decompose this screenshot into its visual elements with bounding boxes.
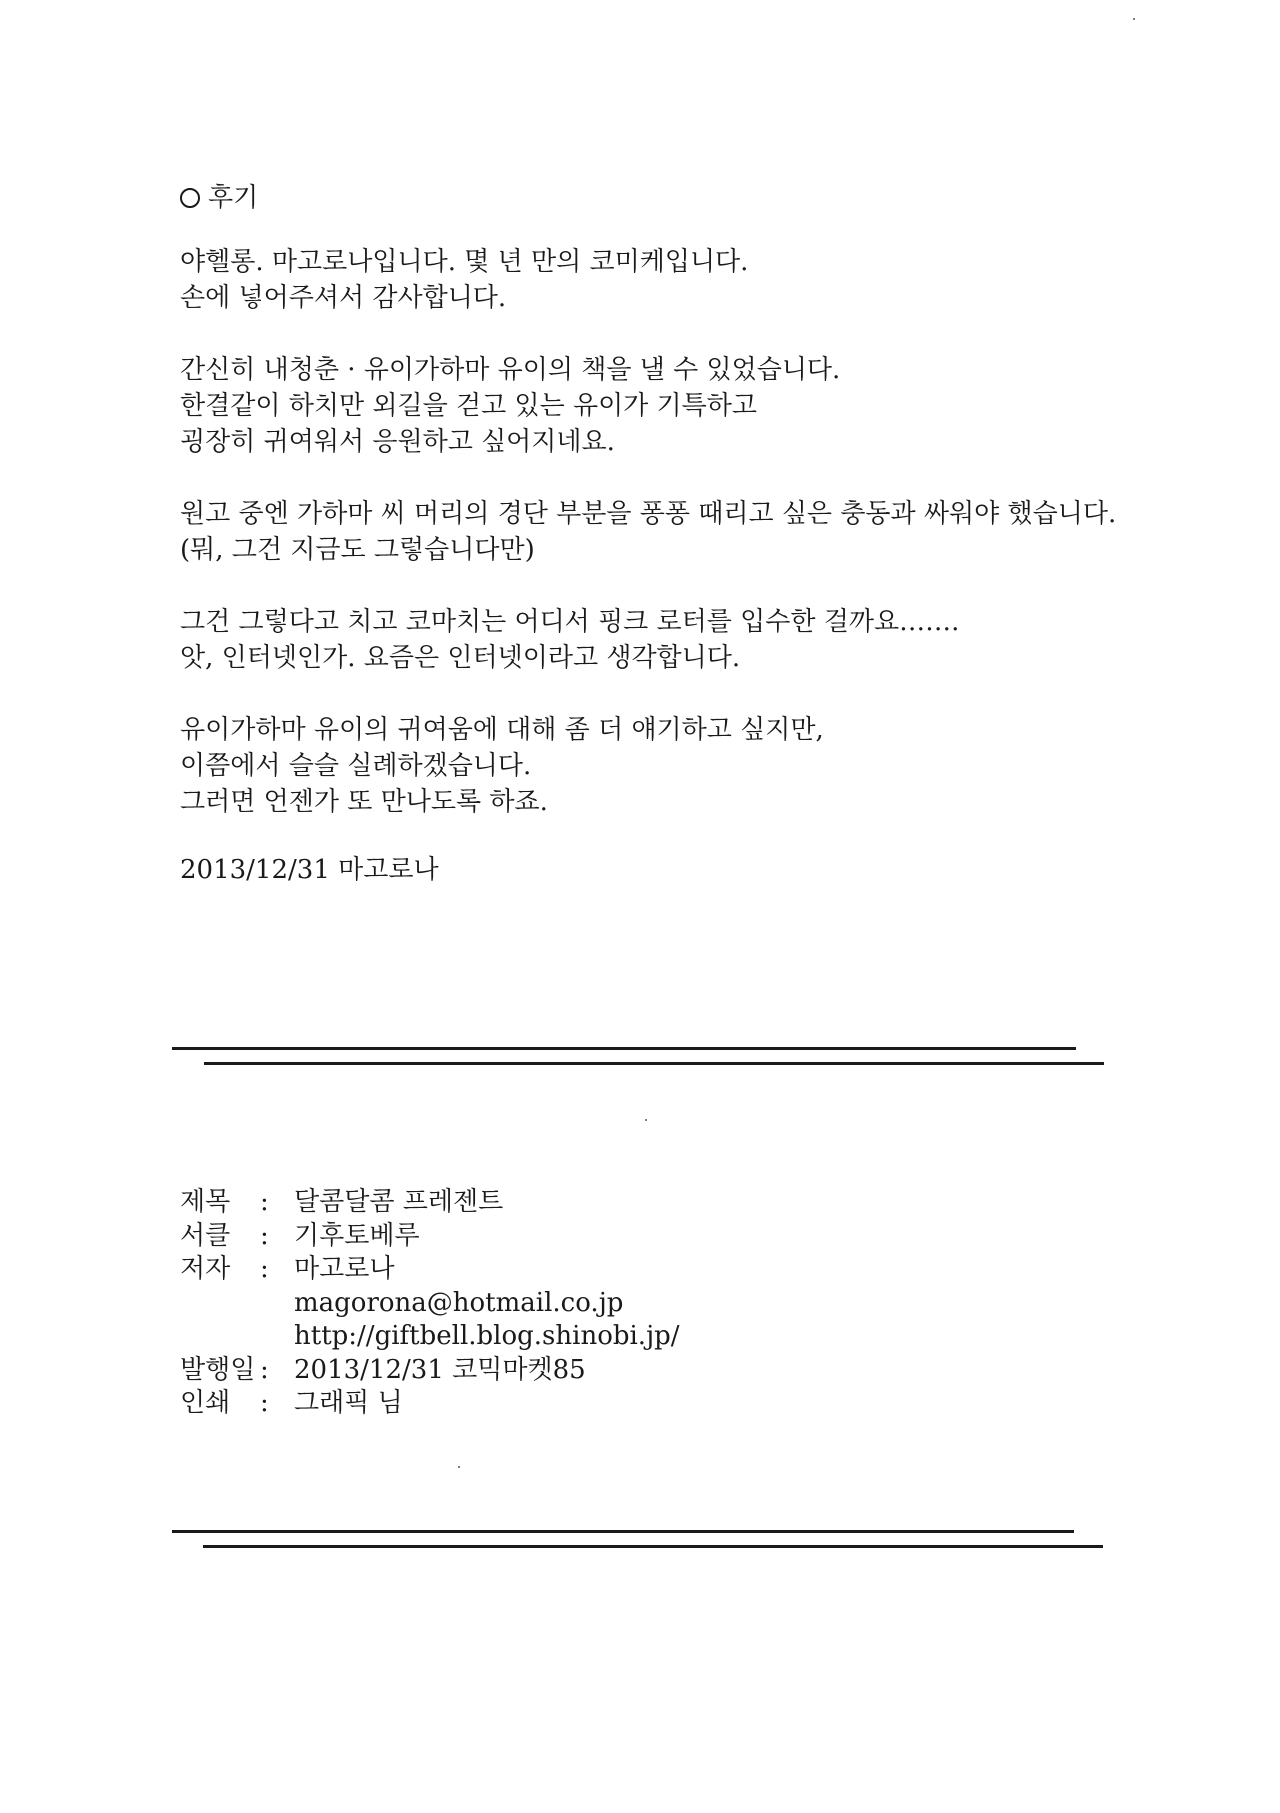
colophon-email: magorona@hotmail.co.jp xyxy=(294,1287,624,1318)
afterword-line: 유이가하마 유이의 귀여움에 대해 좀 더 얘기하고 싶지만, xyxy=(180,715,824,745)
afterword-paragraph xyxy=(180,352,1140,460)
colophon-label: 저자 xyxy=(180,1254,231,1284)
afterword-line: 그건 그렇다고 치고 코마치는 어디서 핑크 로터를 입수한 걸까요……. xyxy=(180,607,960,637)
scan-speck xyxy=(1133,18,1135,20)
afterword-line: 한결같이 하치만 외길을 걷고 있는 유이가 기특하고 xyxy=(180,391,758,421)
afterword-heading-text: 후기 xyxy=(208,183,259,213)
colophon-label: 인쇄 xyxy=(180,1388,231,1418)
colophon-section xyxy=(180,1186,1080,1421)
colophon-value: 2013/12/31 코믹마켓85 xyxy=(294,1354,586,1385)
afterword-heading xyxy=(180,178,1140,218)
divider-rule-upper xyxy=(172,1047,1076,1050)
colophon-label: 제목 xyxy=(180,1187,231,1217)
colophon-row-author xyxy=(180,1253,1080,1287)
colophon-value: 마고로나 xyxy=(294,1254,395,1284)
afterword-paragraph xyxy=(180,604,1140,676)
afterword-line: 손에 넣어주셔서 감사합니다. xyxy=(180,283,507,313)
afterword-line: 그러면 언젠가 또 만나도록 하죠. xyxy=(180,787,548,817)
colophon-separator: : xyxy=(260,1354,269,1385)
colophon-separator: : xyxy=(260,1388,269,1418)
colophon-website: http://giftbell.blog.shinobi.jp/ xyxy=(294,1321,680,1351)
colophon-value: 기후토베루 xyxy=(294,1220,420,1251)
afterword-line: 원고 중엔 가하마 씨 머리의 경단 부분을 퐁퐁 때리고 싶은 충동과 싸워야 했습니다. xyxy=(180,499,1117,529)
colophon-row-print xyxy=(180,1387,1080,1421)
colophon-row-date xyxy=(180,1354,1080,1388)
afterword-line: (뭐, 그건 지금도 그렇습니다만) xyxy=(180,535,535,565)
colophon-separator: : xyxy=(260,1220,269,1251)
afterword-paragraph xyxy=(180,244,1140,316)
divider-rule-lower xyxy=(204,1062,1104,1065)
divider-rule-upper xyxy=(172,1530,1074,1533)
afterword-signature: 2013/12/31 마고로나 xyxy=(180,855,439,885)
afterword-section xyxy=(180,178,1140,888)
divider-rule-lower xyxy=(203,1545,1103,1548)
colophon-row-circle xyxy=(180,1220,1080,1254)
circle-bullet-icon xyxy=(180,188,200,208)
afterword-line: 앗, 인터넷인가. 요즘은 인터넷이라고 생각합니다. xyxy=(180,643,741,673)
colophon-label: 서클 xyxy=(180,1220,231,1251)
afterword-paragraph xyxy=(180,712,1140,820)
colophon-value: 그래픽 님 xyxy=(294,1388,403,1418)
scan-speck xyxy=(645,1119,647,1121)
colophon-separator: : xyxy=(260,1254,269,1284)
colophon-label: 발행일 xyxy=(180,1354,256,1385)
afterword-paragraph xyxy=(180,496,1140,568)
colophon-value: 달콤달콤 프레젠트 xyxy=(294,1187,504,1217)
colophon-separator: : xyxy=(260,1187,269,1217)
scan-speck xyxy=(458,1466,460,1468)
afterword-line: 간신히 내청춘 · 유이가하마 유이의 책을 낼 수 있었습니다. xyxy=(180,355,841,385)
afterword-line: 야헬롱. 마고로나입니다. 몇 년 만의 코미케입니다. xyxy=(180,247,749,277)
afterword-line: 굉장히 귀여워서 응원하고 싶어지네요. xyxy=(180,427,615,457)
afterword-line: 이쯤에서 슬슬 실례하겠습니다. xyxy=(180,751,532,781)
colophon-row-title xyxy=(180,1186,1080,1220)
